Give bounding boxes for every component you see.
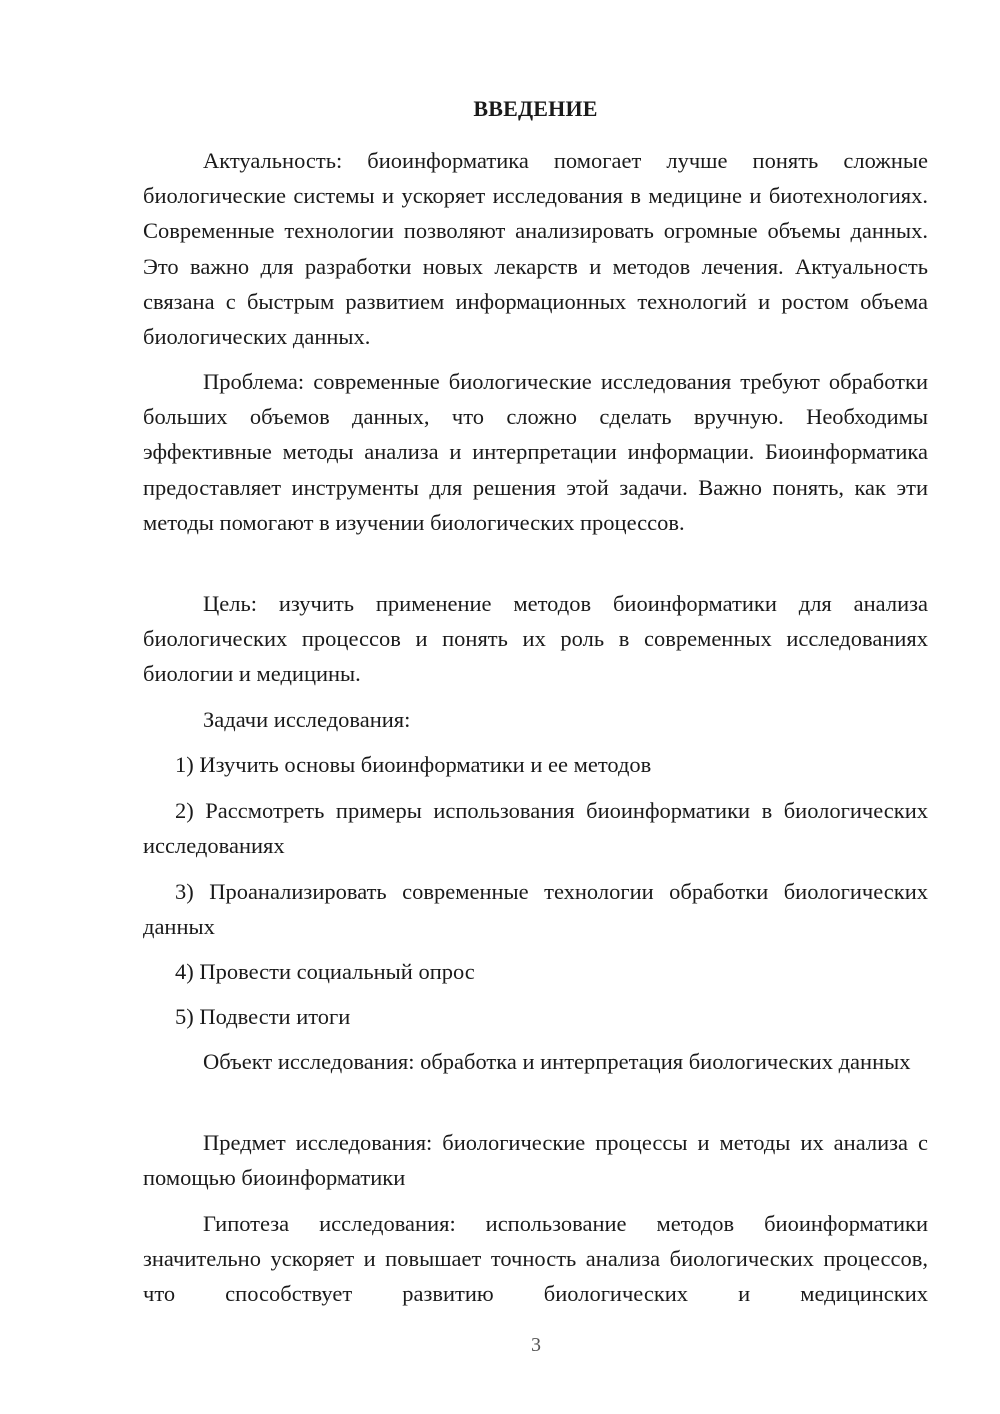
page-title: ВВЕДЕНИЕ xyxy=(473,96,598,121)
tasks-heading: Задачи исследования: xyxy=(203,707,411,732)
paragraph-relevance: Актуальность: биоинформатика помогает лучше понять сложные биологические системы и ускоряет исследования в медицине и биотехнологиях. Современные технологии позволяют анализировать огромные объемы данных. Это важно для разработки новых лекарств и методов лечения. Актуальность связана с быстрым развитием информационных технологий и ростом объема биологических данных. xyxy=(143,148,928,350)
paragraph-subject: Предмет исследования: биологические процессы и методы их анализа с помощью биоинформатики xyxy=(143,1130,928,1191)
task-item-2: 2) Рассмотреть примеры использования биоинформатики в биологических исследованиях xyxy=(143,798,928,859)
task-item-4: 4) Провести социальный опрос xyxy=(175,959,475,984)
paragraph-object: Объект исследования: обработка и интерпретация биологических данных xyxy=(203,1049,911,1074)
paragraph-hypothesis: Гипотеза исследования: использование методов биоинформатики значительно ускоряет и повышает точность анализа биологических процессов, что способствует развитию биологических и медицинских xyxy=(143,1211,928,1307)
task-item-3: 3) Проанализировать современные технологии обработки биологических данных xyxy=(143,879,928,940)
page-number: 3 xyxy=(531,1334,541,1356)
task-item-5: 5) Подвести итоги xyxy=(175,1004,351,1029)
paragraph-problem: Проблема: современные биологические исследования требуют обработки больших объемов данных, что сложно сделать вручную. Необходимы эффективные методы анализа и интерпретации информации. Биоинформатика предоставляет инструменты для решения этой задачи. Важно понять, как эти методы помогают в изучении биологических процессов. xyxy=(143,369,928,535)
paragraph-goal: Цель: изучить применение методов биоинформатики для анализа биологических процессов и понять их роль в современных исследованиях биологии и медицины. xyxy=(143,591,928,687)
task-item-1: 1) Изучить основы биоинформатики и ее методов xyxy=(175,752,652,777)
